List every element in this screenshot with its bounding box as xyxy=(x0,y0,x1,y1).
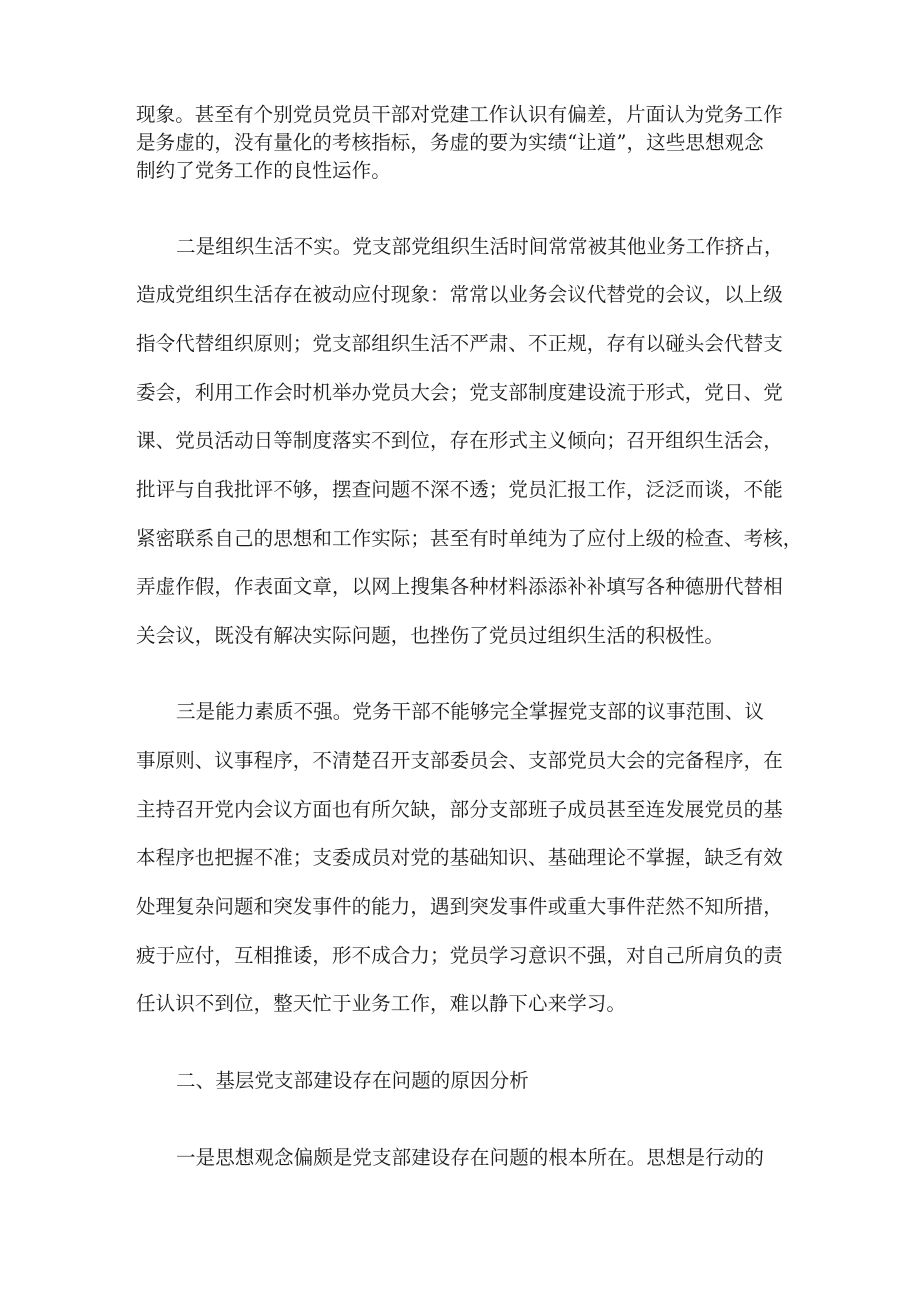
text-line: 一是思想观念偏颇是党支部建设存在问题的根本所在。思想是行动的 xyxy=(176,1146,765,1169)
text-line: 任认识不到位，整天忙于业务工作，难以静下心来学习。 xyxy=(136,992,627,1015)
text-line: 弄虚作假，作表面文章，以网上搜集各种材料添添补补填写各种德册代替相 xyxy=(136,575,783,598)
text-line: 疲于应付，互相推诿，形不成合力；党员学习意识不强，对自己所肩负的责 xyxy=(136,944,783,967)
text-line: 批评与自我批评不够，摆查问题不深不透；党员汇报工作，泛泛而谈，不能 xyxy=(136,478,783,501)
text-line: 处理复杂问题和突发事件的能力，遇到突发事件或重大事件茫然不知所措， xyxy=(136,895,783,918)
text-line: 二是组织生活不实。党支部党组织生活时间常常被其他业务工作挤占， xyxy=(176,235,784,258)
text-line: 主持召开党内会议方面也有所欠缺，部分支部班子成员甚至连发展党员的基 xyxy=(136,798,783,821)
text-line: 指令代替组织原则；党支部组织生活不严肃、不正规，存有以碰头会代替支 xyxy=(136,332,783,355)
text-line: 课、党员活动日等制度落实不到位，存在形式主义倾向；召开组织生活会， xyxy=(136,429,783,452)
text-line: 造成党组织生活存在被动应付现象：常常以业务会议代替党的会议，以上级 xyxy=(136,283,783,306)
text-line: 现象。甚至有个别党员党员干部对党建工作认识有偏差，片面认为党务工作 xyxy=(136,103,783,126)
text-line: 事原则、议事程序，不清楚召开支部委员会、支部党员大会的完备程序，在 xyxy=(136,749,783,772)
text-line: 关会议，既没有解决实际问题，也挫伤了党员过组织生活的积极性。 xyxy=(136,624,725,647)
text-line: 制约了党务工作的良性运作。 xyxy=(136,159,391,182)
text-line: 紧密联系自己的思想和工作实际；甚至有时单纯为了应付上级的检查、考核， xyxy=(136,527,803,550)
text-line: 是务虚的，没有量化的考核指标，务虚的要为实绩“让道”，这些思想观念 xyxy=(136,131,764,154)
heading-text: 二、基层党支部建设存在问题的原因分析 xyxy=(176,1069,529,1092)
text-line: 委会，利用工作会时机举办党员大会；党支部制度建设流于形式，党日、党 xyxy=(136,381,783,404)
text-line: 三是能力素质不强。党务干部不能够完全掌握党支部的议事范围、议 xyxy=(176,700,765,723)
text-line: 本程序也把握不准；支委成员对党的基础知识、基础理论不掌握，缺乏有效 xyxy=(136,846,783,869)
